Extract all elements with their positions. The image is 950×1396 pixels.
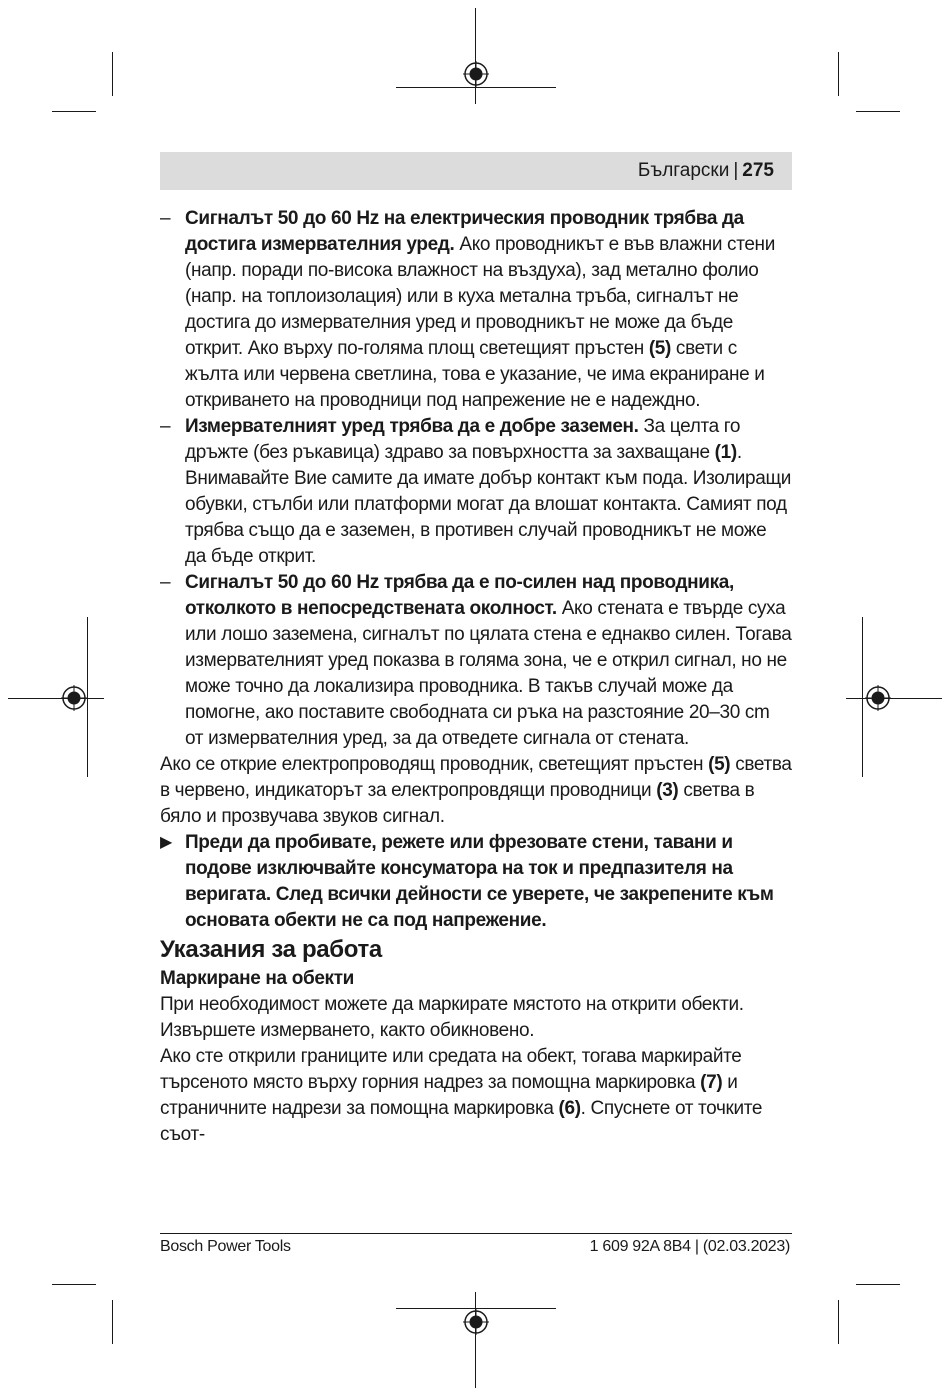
registration-target-icon: [61, 685, 87, 711]
bullet-bold-text: Сигналът 50 до 60 Hz на електрическия проводник трябва да достига измервателния уред.: [185, 208, 744, 255]
crop-mark-bottom-left-vertical: [112, 1300, 113, 1344]
footer-divider: [160, 1233, 792, 1234]
bullet-dash: –: [160, 208, 171, 229]
list-item: [160, 206, 792, 414]
crop-mark-bottom-left-horizontal: [52, 1284, 96, 1285]
crop-mark-top-left-vertical: [112, 52, 113, 96]
marking-text-1: Ако сте открили границите или средата на обект, тогава маркирайте търсеното място върху горния надрез за помощна маркировка: [160, 1046, 742, 1093]
page-content: [160, 206, 792, 1148]
bullet-bold-text: Сигналът 50 до 60 Hz трябва да е по-силен над проводника, отколкото в непосредствената околност.: [185, 572, 734, 619]
header-text: [638, 160, 774, 182]
bullet-text: За целта го дръжте (без ръкавица) здраво за повърхността за захващане: [185, 416, 741, 463]
bullet-text-after: свети с жълта или червена светлина, това е указание, че има екраниране и откриването на проводници под напрежение не е надеждно.: [185, 338, 765, 411]
warning-text: Преди да пробивате, режете или фрезовате стени, тавани и подове изключвайте консуматора на ток и предпазителя на веригата. След всички дейности се уверете, че закрепените към основата обекти не са под напрежение.: [185, 832, 774, 931]
safety-warning: [160, 830, 792, 934]
header-language: Български: [637, 160, 730, 181]
bullet-ref: (5): [648, 338, 671, 359]
bullet-bold-text: Измервателният уред трябва да е добре заземен.: [185, 416, 639, 437]
bullet-dash: –: [160, 416, 171, 437]
marking-paragraph-1: При необходимост можете да маркирате мястото на открити обекти. Извършете измерването, както обикновено.: [160, 994, 744, 1041]
bullet-text: Ако проводникът е във влажни стени (напр. поради по-висока влажност на въздуха), зад метално фолио (напр. на топлоизолация) или в куха метална тръба, сигналът не достига до измервателния уред и проводникът не може да бъде открит. Ако върху по-голяма площ светещият пръстен: [185, 234, 775, 359]
crop-mark-left-middle-vertical: [87, 617, 88, 777]
header-separator: |: [733, 160, 739, 181]
crop-mark-bottom-right-horizontal: [856, 1284, 900, 1285]
marking-paragraph-2: [160, 1044, 792, 1148]
detection-paragraph: [160, 752, 792, 830]
crop-mark-top-right-horizontal: [856, 111, 900, 112]
crop-mark-top-center-vertical: [475, 8, 476, 104]
detection-ref-1: (5): [708, 754, 731, 775]
crop-mark-bottom-right-vertical: [838, 1300, 839, 1344]
page-header: [160, 152, 792, 190]
crop-mark-top-right-vertical: [838, 52, 839, 96]
marking-text-3: . Спуснете от точките съот-: [160, 1098, 763, 1145]
bullet-text-after: . Внимавайте Вие самите да имате добър контакт към пода. Изолиращи обувки, стълби или платформи могат да влошат контакта. Самият под трябва също да е заземен, в противен случай проводникът не може да бъде открит.: [185, 442, 792, 567]
crop-mark-top-left-horizontal: [52, 111, 96, 112]
detection-text-1: Ако се открие електропроводящ проводник, светещият пръстен: [160, 754, 709, 775]
crop-mark-left-middle-horizontal: [8, 698, 104, 699]
registration-target-icon: [865, 685, 891, 711]
subsection-title: Маркиране на обекти: [160, 968, 354, 989]
crop-mark-right-middle-vertical: [862, 617, 863, 777]
detection-text-3: светва в бяло и прозвучава звуков сигнал.: [160, 780, 755, 827]
page-number: 275: [742, 160, 774, 181]
marking-ref-1: (7): [700, 1072, 723, 1093]
crop-mark-right-middle-horizontal: [846, 698, 942, 699]
detection-text-2: светва в червено, индикаторът за електропровдящи проводници: [160, 754, 792, 801]
section-title: Указания за работа: [160, 936, 382, 963]
crop-mark-top-center-horizontal: [396, 87, 556, 88]
list-item: [160, 414, 792, 570]
registration-target-icon: [463, 61, 489, 87]
bullet-text: Ако стената е твърде суха или лошо заземена, сигналът по цялата стена е еднакво силен. Тогава измервателният уред показва в голяма зона, че е открил сигнал, но не може точно да локализира проводника. В такъв случай може да помогне, ако поставите свободната си ръка на разстояние 20–30 cm от измервателния уред, за да отведете сигнала от стената.: [185, 598, 792, 749]
detection-ref-2: (3): [656, 780, 679, 801]
footer-doc-number: 1 609 92A 8B4 | (02.03.2023): [589, 1238, 790, 1255]
crop-mark-bottom-center-vertical: [475, 1292, 476, 1388]
marking-text-2: и страничните надрези за помощна маркировка: [160, 1072, 738, 1119]
warning-triangle-icon: ▶: [160, 834, 172, 851]
marking-ref-2: (6): [558, 1098, 581, 1119]
list-item: [160, 570, 792, 752]
bullet-ref: (1): [714, 442, 737, 463]
bullet-dash: –: [160, 572, 171, 593]
registration-target-icon: [463, 1309, 489, 1335]
footer-brand: Bosch Power Tools: [160, 1238, 291, 1255]
